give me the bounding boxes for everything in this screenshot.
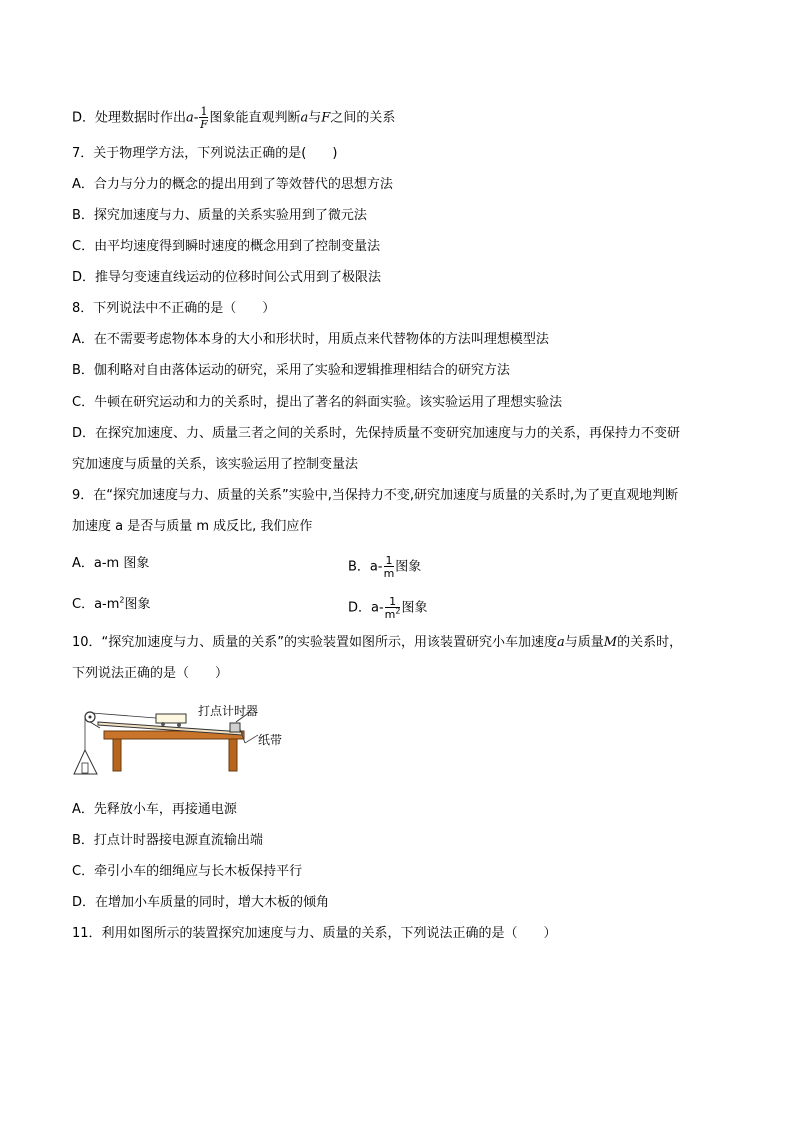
q6-d-and: 与 xyxy=(308,110,322,126)
q9-c-prefix: C．a-m xyxy=(72,597,120,612)
timer-icon xyxy=(230,723,240,732)
table-leg-right xyxy=(229,738,237,771)
q9-b-suffix: 图象 xyxy=(395,559,422,575)
q8-option-d-line2: 究加速度与质量的关系，该实验运用了控制变量法 xyxy=(72,457,359,472)
den-exponent: 2 xyxy=(395,606,401,616)
q7-option-b: B．探究加速度与力、质量的关系实验用到了微元法 xyxy=(72,208,367,223)
q8-option-d-line1: D．在探究加速度、力、质量三者之间的关系时，先保持质量不变研究加速度与力的关系，再保持力不变研 xyxy=(72,426,681,441)
q10-stem-b: 与质量 xyxy=(564,635,604,650)
q9-stem-line2: 加速度 a 是否与质量 m 成反比, 我们应作 xyxy=(72,519,313,534)
pulley-axle-icon xyxy=(89,716,92,719)
weight-block-icon xyxy=(82,763,88,773)
q6-option-d xyxy=(72,106,395,130)
q6-d-end: 之间的关系 xyxy=(330,110,396,126)
fraction-denominator xyxy=(385,608,401,620)
q10-stem-line1 xyxy=(72,634,682,652)
q7-stem: 7．关于物理学方法，下列说法正确的是( ) xyxy=(72,146,338,161)
q8-option-a: A．在不需要考虑物体本身的大小和形状时，用质点来代替物体的方法叫理想模型法 xyxy=(72,332,549,347)
fraction-numerator: 1 xyxy=(385,554,393,567)
den-m: m xyxy=(384,608,396,621)
q11-stem: 11．利用如图所示的装置探究加速度与力、质量的关系，下列说法正确的是（ ） xyxy=(72,926,557,941)
q10-stem-a: 10．“探究加速度与力、质量的关系”的实验装置如图所示，用该装置研究小车加速度 xyxy=(72,635,558,650)
q10-option-b: B．打点计时器接电源直流输出端 xyxy=(72,833,263,848)
table-leg-left xyxy=(113,738,121,771)
string xyxy=(92,713,156,718)
q7-option-c: C．由平均速度得到瞬时速度的概念用到了控制变量法 xyxy=(72,239,381,254)
fraction-1-over-m-squared xyxy=(385,596,401,620)
q9-c-exponent: 2 xyxy=(119,595,125,605)
fraction-denominator: m xyxy=(383,567,395,580)
fraction-numerator: 1 xyxy=(385,596,401,608)
q9-stem-line1: 9．在“探究加速度与力、质量的关系”实验中,当保持力不变,研究加速度与质量的关系时,为了更直观地判断 xyxy=(72,488,679,503)
cart-wheel-icon xyxy=(161,722,165,726)
q9-option-a: A．a-m 图象 xyxy=(72,556,150,571)
cart-icon xyxy=(156,714,186,723)
cart-wheel-icon xyxy=(177,723,181,727)
q10-stem-line2: 下列说法正确的是（ ） xyxy=(72,666,229,681)
q9-d-suffix: 图象 xyxy=(401,600,428,616)
q10-option-c: C．牵引小车的细绳应与长木板保持平行 xyxy=(72,864,303,879)
q6-d-prefix: D．处理数据时作出 xyxy=(72,110,187,126)
q10-option-a: A．先释放小车，再接通电源 xyxy=(72,802,237,817)
q10-stem-c: 的关系时， xyxy=(617,635,683,650)
var-a: a xyxy=(557,635,565,650)
tape-pointer-line xyxy=(245,735,258,743)
q6-d-mid: 图象能直观判断 xyxy=(209,110,301,126)
tape-label: 纸带 xyxy=(258,733,283,747)
fraction-1-over-m xyxy=(384,555,395,579)
var-a: a xyxy=(186,110,194,126)
apparatus-figure xyxy=(70,698,270,780)
fraction-1-over-f xyxy=(199,106,208,130)
var-f: F xyxy=(321,110,331,126)
q8-stem: 8．下列说法中不正确的是（ ） xyxy=(72,301,276,316)
fraction-denominator: F xyxy=(200,118,208,131)
q8-option-c: C．牛顿在研究运动和力的关系时，提出了著名的斜面实验。该实验运用了理想实验法 xyxy=(72,395,563,410)
timer-label: 打点计时器 xyxy=(198,704,259,718)
fraction-numerator: 1 xyxy=(200,105,208,118)
timer-pointer-line xyxy=(236,712,250,722)
q7-option-d: D．推导匀变速直线运动的位移时间公式用到了极限法 xyxy=(72,270,382,285)
q9-option-c xyxy=(72,596,151,614)
var-m: M xyxy=(603,635,618,650)
q7-option-a: A．合力与分力的概念的提出用到了等效替代的思想方法 xyxy=(72,177,393,192)
dash: - xyxy=(193,110,199,126)
q9-b-prefix: B．a- xyxy=(348,559,383,575)
q9-option-d xyxy=(348,596,428,620)
q9-c-suffix: 图象 xyxy=(124,597,151,612)
q9-d-prefix: D．a- xyxy=(348,600,384,616)
q8-option-b: B．伽利略对自由落体运动的研究，采用了实验和逻辑推理相结合的研究方法 xyxy=(72,363,510,378)
var-a: a xyxy=(300,110,309,126)
q9-option-b xyxy=(348,555,421,579)
q10-option-d: D．在增加小车质量的同时，增大木板的倾角 xyxy=(72,895,330,910)
